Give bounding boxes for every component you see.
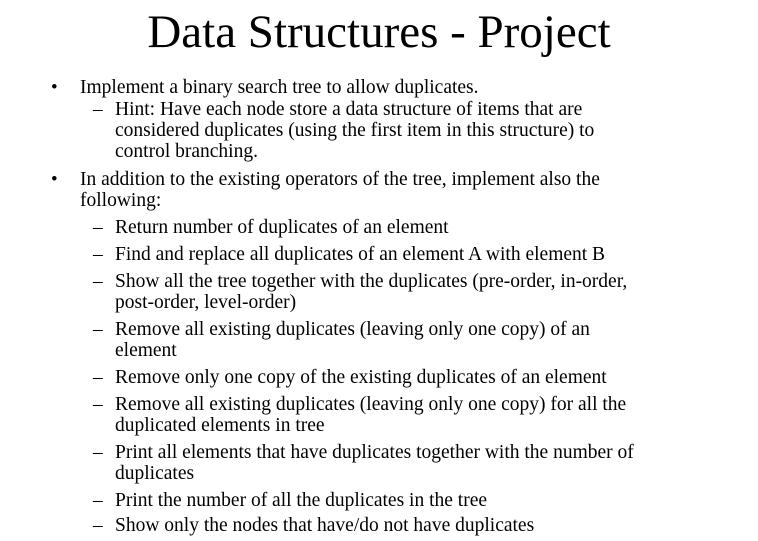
sub-item-text: Remove all existing duplicates (leaving only one copy) of an bbox=[115, 319, 590, 340]
dash-icon: – bbox=[93, 367, 103, 388]
dash-icon: – bbox=[93, 394, 103, 415]
sub-item-text: Remove all existing duplicates (leaving only one copy) for all the bbox=[115, 394, 627, 415]
sub-item-text: element bbox=[115, 340, 177, 361]
list-item-text: following: bbox=[80, 190, 162, 211]
sub-item-text: duplicates bbox=[115, 463, 195, 484]
sub-item-text: control branching. bbox=[115, 141, 258, 162]
sub-item-text: Find and replace all duplicates of an element A with element B bbox=[115, 244, 606, 265]
bullet-icon: • bbox=[51, 169, 58, 190]
bullet-icon: • bbox=[51, 77, 58, 98]
dash-icon: – bbox=[93, 319, 103, 340]
dash-icon: – bbox=[93, 217, 103, 238]
dash-icon: – bbox=[93, 244, 103, 265]
sub-item-text: Hint: Have each node store a data structure of items that are bbox=[115, 99, 583, 120]
sub-item-text: Show only the nodes that have/do not have duplicates bbox=[115, 515, 535, 536]
dash-icon: – bbox=[93, 490, 103, 511]
dash-icon: – bbox=[93, 271, 103, 292]
sub-item-text: post-order, level-order) bbox=[115, 292, 297, 313]
sub-item-text: Print all elements that have duplicates together with the number of bbox=[115, 442, 634, 463]
sub-item-text: Show all the tree together with the duplicates (pre-order, in-order, bbox=[115, 271, 628, 292]
sub-item-text: Print the number of all the duplicates in the tree bbox=[115, 490, 488, 511]
sub-item-text: Remove only one copy of the existing duplicates of an element bbox=[115, 367, 607, 388]
slide-title: Data Structures - Project bbox=[147, 6, 611, 58]
sub-item-text: Return number of duplicates of an element bbox=[115, 217, 449, 238]
list-item-text: In addition to the existing operators of the tree, implement also the bbox=[80, 169, 600, 190]
list-item-text: Implement a binary search tree to allow duplicates. bbox=[80, 77, 479, 98]
sub-item-text: considered duplicates (using the first item in this structure) to bbox=[115, 120, 595, 141]
sub-item-text: duplicated elements in tree bbox=[115, 415, 325, 436]
dash-icon: – bbox=[93, 442, 103, 463]
dash-icon: – bbox=[93, 99, 103, 120]
dash-icon: – bbox=[93, 515, 103, 536]
